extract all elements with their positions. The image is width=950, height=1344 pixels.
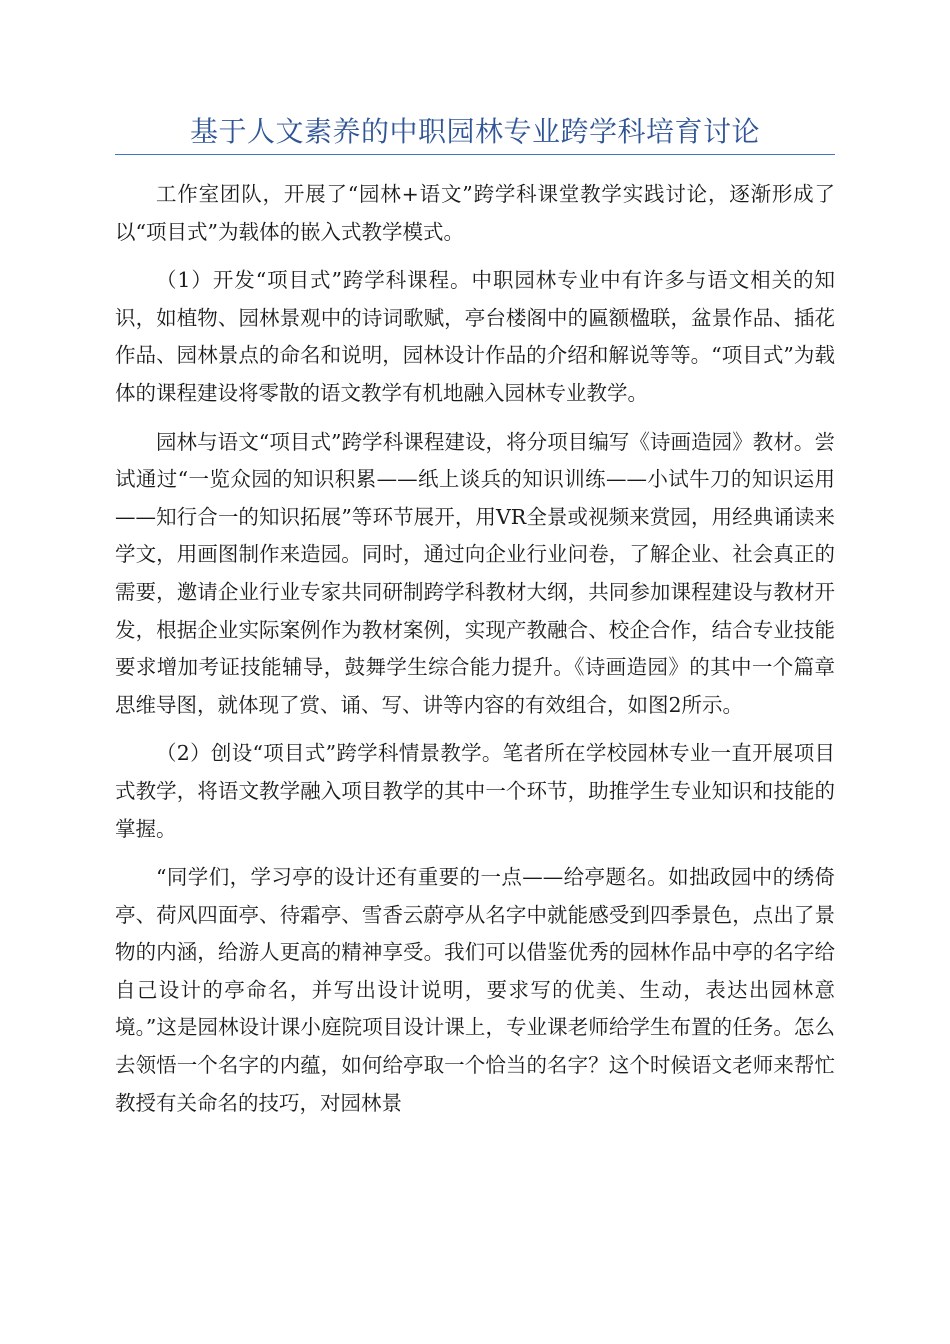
paragraph-curriculum: 园林与语文“项目式”跨学科课程建设，将分项目编写《诗画造园》教材。尝试通过“一览众园的知识积累——纸上谈兵的知识训练——小试牛刀的知识运用——知行合一的知识拓展”等环节展开，用VR全景或视频来赏园，用经典诵读来学文，用画图制作来造园。同时，通过向企业行业问卷，了解企业、社会真正的需要，邀请企业行业专家共同研制跨学科教材大纲，共同参加课程建设与教材开发，根据企业实际案例作为教材案例，实现产教融合、校企合作，结合专业技能要求增加考证技能辅导，鼓舞学生综合能力提升。《诗画造园》的其中一个篇章思维导图，就体现了赏、诵、写、讲等内容的有效组合，如图2所示。 <box>115 429 835 717</box>
paragraph-intro: 工作室团队，开展了“园林+语文”跨学科课堂教学实践讨论，逐渐形成了以“项目式”为载体的嵌入式教学模式。 <box>115 182 835 244</box>
title-underline <box>115 154 835 155</box>
paragraph-section-1: （1）开发“项目式”跨学科课程。中职园林专业中有许多与语文相关的知识，如植物、园林景观中的诗词歌赋，亭台楼阁中的匾额楹联，盆景作品、插花作品、园林景点的命名和说明，园林设计作品的介绍和解说等等。“项目式”为载体的课程建设将零散的语文教学有机地融入园林专业教学。 <box>115 268 835 405</box>
paragraph-section-2: （2）创设“项目式”跨学科情景教学。笔者所在学校园林专业一直开展项目式教学，将语文教学融入项目教学的其中一个环节，助推学生专业知识和技能的掌握。 <box>115 741 835 841</box>
paragraph-quote: “同学们，学习亭的设计还有重要的一点——给亭题名。如拙政园中的绣倚亭、荷风四面亭、待霜亭、雪香云蔚亭从名字中就能感受到四季景色，点出了景物的内涵，给游人更高的精神享受。我们可以借鉴优秀的园林作品中亭的名字给自己设计的亭命名，并写出设计说明，要求写的优美、生动，表达出园林意境。”这是园林设计课小庭院项目设计课上，专业课老师给学生布置的任务。怎么去领悟一个名字的内蕴，如何给亭取一个恰当的名字？这个时候语文老师来帮忙教授有关命名的技巧，对园林景 <box>115 865 835 1115</box>
document-title: 基于人文素养的中职园林专业跨学科培育讨论 <box>189 115 760 148</box>
document-body <box>115 176 835 1133</box>
